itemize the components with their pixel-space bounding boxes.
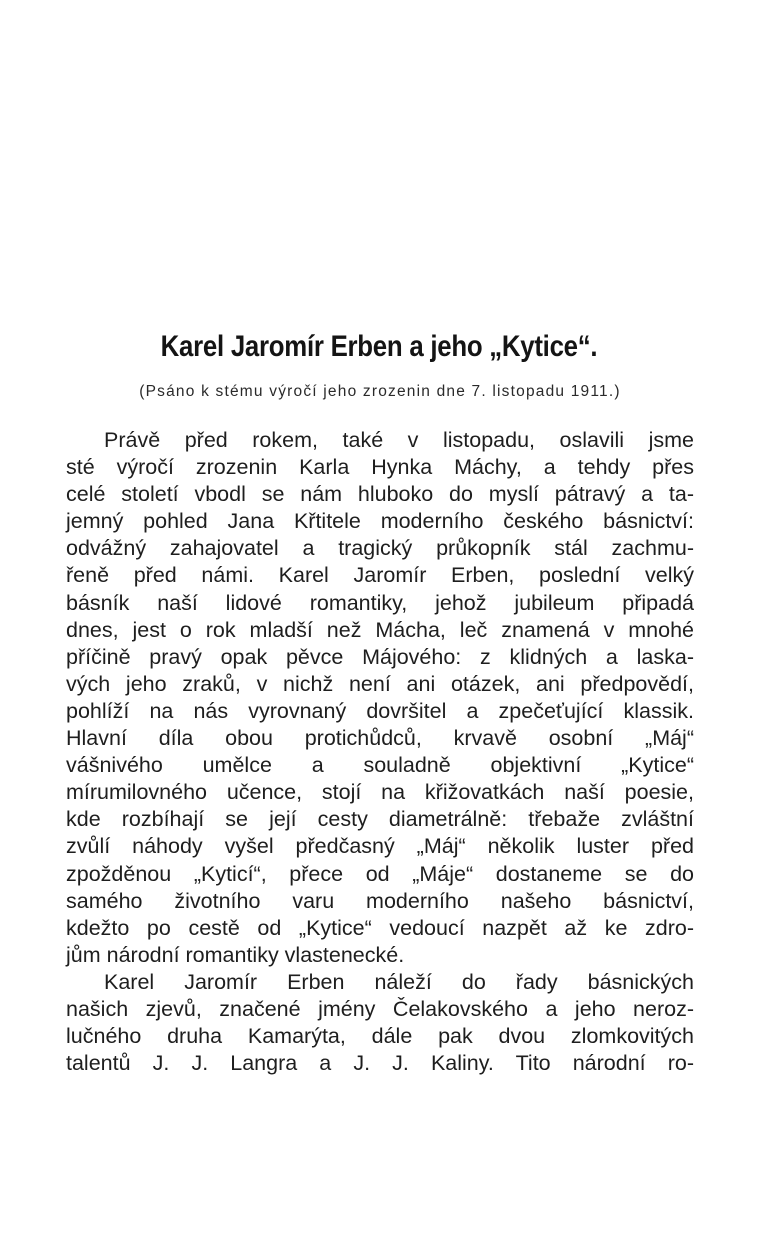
text-line: Karel Jaromír Erben náleží do řady básnických [104, 969, 694, 994]
text-line: sté výročí zrozenin Karla Hynka Máchy, a tehdy přes [66, 455, 694, 480]
text-line: celé století vbodl se nám hluboko do myslí pátravý a ta- [66, 482, 694, 507]
text-line: kde rozbíhají se její cesty diametrálně: třebaže zvláštní [66, 807, 694, 832]
text-line: kdežto po cestě od „Kytice“ vedoucí nazpět až ke zdro- [66, 915, 694, 940]
text-line: básník naší lidové romantiky, jehož jubileum připadá [66, 590, 694, 615]
article-subtitle: (Psáno k stému výročí jeho zrozenin dne 7. listopadu 1911.) [139, 383, 621, 400]
text-line: samého životního varu moderního našeho básnictví, [66, 888, 694, 913]
text-line: mírumilovného učence, stojí na křižovatkách naší poesie, [66, 780, 694, 805]
article-body [66, 427, 694, 1077]
text-line: Právě před rokem, také v listopadu, oslavili jsme [104, 428, 694, 452]
text-line: zvůlí náhody vyšel předčasný „Máj“ několik luster před [66, 834, 694, 859]
text-line: talentů J. J. Langra a J. J. Kaliny. Tito národní ro- [66, 1051, 694, 1076]
text-line: dnes, jest o rok mladší než Mácha, leč znamená v mnohé [66, 617, 694, 642]
article-title: Karel Jaromír Erben a jeho „Kytice“. [160, 330, 598, 363]
text-line: jům národní romantiky vlastenecké. [66, 942, 405, 967]
text-line: vášnivého umělce a souladně objektivní „Kytice“ [66, 753, 694, 778]
text-line: odvážný zahajovatel a tragický průkopník stál zachmu- [66, 536, 694, 561]
text-line: lučného druha Kamarýta, dále pak dvou zlomkovitých [66, 1024, 694, 1049]
text-line: našich zjevů, značené jmény Čelakovského a jeho neroz- [66, 996, 694, 1021]
text-line: jemný pohled Jana Křtitele moderního českého básnictví: [66, 509, 694, 534]
text-line: Hlavní díla obou protichůdců, krvavě osobní „Máj“ [66, 726, 694, 751]
text-line: řeně před námi. Karel Jaromír Erben, poslední velký [66, 563, 694, 588]
text-line: vých jeho zraků, v nichž není ani otázek, ani předpovědí, [66, 671, 694, 696]
text-line: zpožděnou „Kyticí“, přece od „Máje“ dostaneme se do [66, 861, 694, 886]
text-line: pohlíží na nás vyrovnaný dovršitel a zpečeťující klassik. [66, 698, 694, 723]
text-line: příčině pravý opak pěvce Májového: z klidných a laska- [66, 644, 694, 669]
